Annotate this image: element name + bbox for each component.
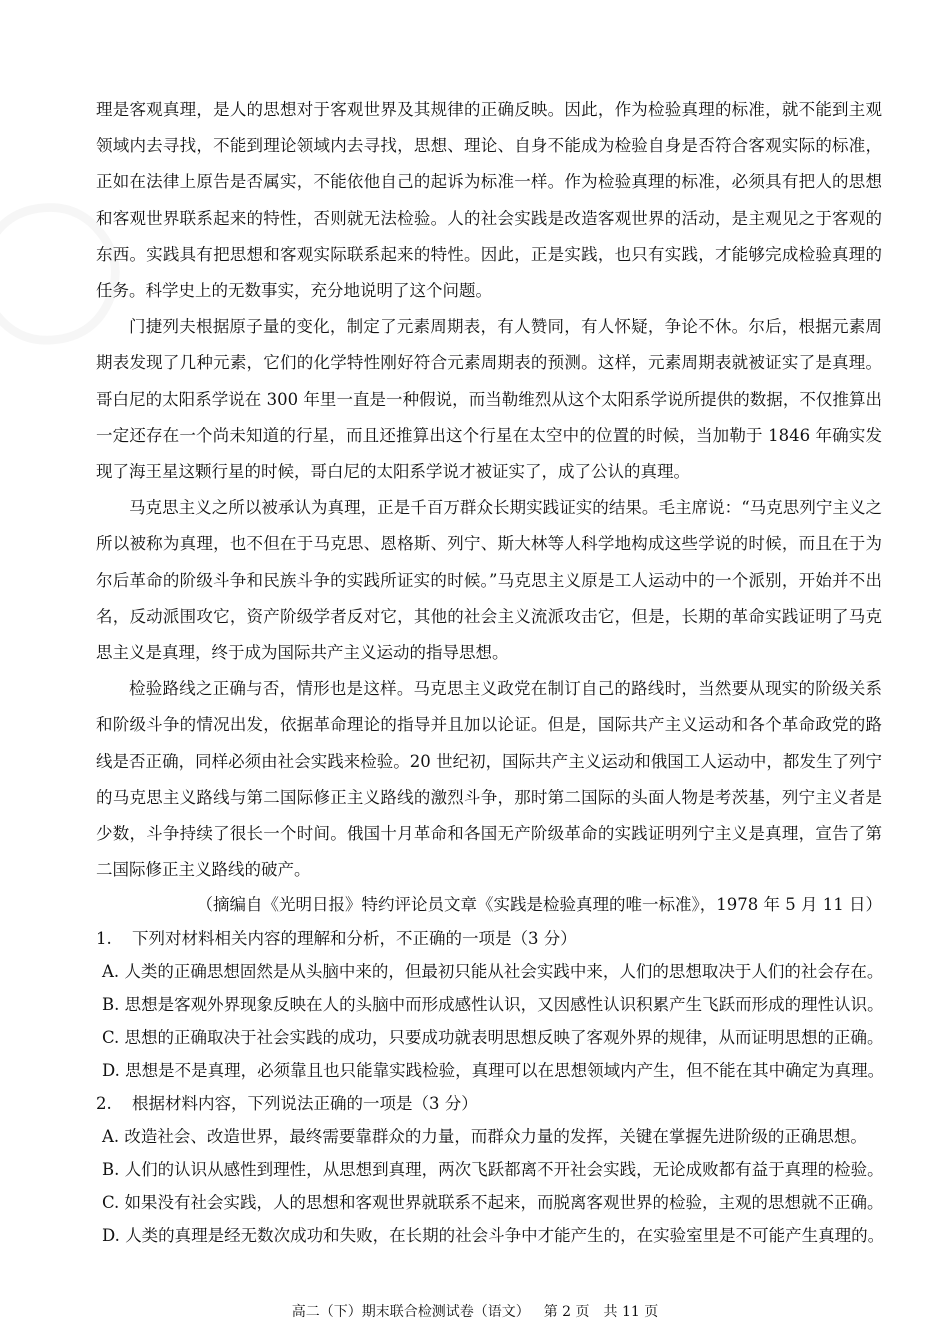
- question-number: 2.: [96, 1094, 112, 1114]
- passage-paragraph: 理是客观真理，是人的思想对于客观世界及其规律的正确反映。因此，作为检验真理的标准，就不能到主观领域内去寻找，不能到理论领域内去寻找，思想、理论、自身不能成为检验自身是否符合客观实际的标准，正如在法律上原告是否属实，不能依他自己的起诉为标准一样。作为检验真理的标准，必须具有把人的思想和客观世界联系起来的特性，否则就无法检验。人的社会实践是改造客观世界的活动，是主观见之于客观的东西。实践具有把思想和客观实际联系起来的特性。因此，正是实践，也只有实践，才能够完成检验真理的任务。科学史上的无数事实，充分地说明了这个问题。: [96, 100, 882, 301]
- question-number: 1.: [96, 929, 112, 949]
- footer-total-pages: 共 11 页: [603, 1304, 659, 1320]
- page-content: [96, 92, 885, 1252]
- question-text: 根据材料内容，下列说法正确的一项是（3 分）: [132, 1094, 478, 1114]
- passage-source: （摘编自《光明日报》特约评论员文章《实践是检验真理的唯一标准》，1978 年 5 月 11 日）: [196, 895, 882, 915]
- question-text: 下列对材料相关内容的理解和分析，不正确的一项是（3 分）: [132, 929, 577, 949]
- option-c[interactable]: C. 如果没有社会实践，人的思想和客观世界就联系不起来，而脱离客观世界的检验，主观的思想就不正确。: [102, 1193, 884, 1213]
- passage-paragraph: 门捷列夫根据原子量的变化，制定了元素周期表，有人赞同，有人怀疑，争论不休。尔后，根据元素周期表发现了几种元素，它们的化学特性刚好符合元素周期表的预测。这样，元素周期表就被证实了是真理。哥白尼的太阳系学说在 300 年里一直是一种假说，而当勒维烈从这个太阳系学说所提供的数据，不仅推算出一定还存在一个尚未知道的行星，而且还推算出这个行星在太空中的位置的时候，当加勒于 1846 年确实发现了海王星这颗行星的时候，哥白尼的太阳系学说才被证实了，成了公认的真理。: [96, 317, 882, 482]
- footer-title: 高二（下）期末联合检测试卷（语文）: [291, 1304, 530, 1320]
- question-stem: [96, 1087, 882, 1120]
- passage-paragraph: 马克思主义之所以被承认为真理，正是千百万群众长期实践证实的结果。毛主席说：“马克思列宁主义之所以被称为真理，也不但在于马克思、恩格斯、列宁、斯大林等人科学地构成这些学说的时候，而且在于为尔后革命的阶级斗争和民族斗争的实践所证实的时候。”马克思主义原是工人运动中的一个派别，开始并不出名，反动派围攻它，资产阶级学者反对它，其他的社会主义流派攻击它，但是，长期的革命实践证明了马克思主义是真理，终于成为国际共产主义运动的指导思想。: [96, 498, 882, 663]
- reading-passage: [96, 92, 882, 922]
- option-b[interactable]: B. 思想是客观外界现象反映在人的头脑中而形成感性认识，又因感性认识积累产生飞跃而形成的理性认识。: [102, 995, 884, 1015]
- passage-paragraph: 检验路线之正确与否，情形也是这样。马克思主义政党在制订自己的路线时，当然要从现实的阶级关系和阶级斗争的情况出发，依据革命理论的指导并且加以论证。但是，国际共产主义运动和各个革命政党的路线是否正确，同样必须由社会实践来检验。20 世纪初，国际共产主义运动和俄国工人运动中，都发生了列宁的马克思主义路线与第二国际修正主义路线的激烈斗争，那时第二国际的头面人物是考茨基，列宁主义者是少数，斗争持续了很长一个时间。俄国十月革命和各国无产阶级革命的实践证明列宁主义是真理，宣告了第二国际修正主义路线的破产。: [96, 679, 882, 880]
- option-b[interactable]: B. 人们的认识从感性到理性，从思想到真理，两次飞跃都离不开社会实践，无论成败都有益于真理的检验。: [102, 1160, 884, 1180]
- page-footer: [0, 1302, 950, 1322]
- question-stem: [96, 922, 882, 955]
- option-c[interactable]: C. 思想的正确取决于社会实践的成功，只要成功就表明思想反映了客观外界的规律，从而证明思想的正确。: [102, 1028, 884, 1048]
- footer-page-number: 第 2 页: [543, 1304, 590, 1320]
- option-a[interactable]: A. 改造社会、改造世界，最终需要靠群众的力量，而群众力量的发挥，关键在掌握先进阶级的正确思想。: [102, 1127, 867, 1147]
- option-d[interactable]: D. 人类的真理是经无数次成功和失败，在长期的社会斗争中才能产生的，在实验室里是不可能产生真理的。: [102, 1226, 885, 1246]
- question-2: [96, 1087, 885, 1252]
- question-1: [96, 922, 885, 1087]
- option-d[interactable]: D. 思想是不是真理，必须靠且也只能靠实践检验，真理可以在思想领域内产生，但不能在其中确定为真理。: [102, 1061, 885, 1081]
- option-a[interactable]: A. 人类的正确思想固然是从头脑中来的，但最初只能从社会实践中来，人们的思想取决于人们的社会存在。: [102, 962, 884, 982]
